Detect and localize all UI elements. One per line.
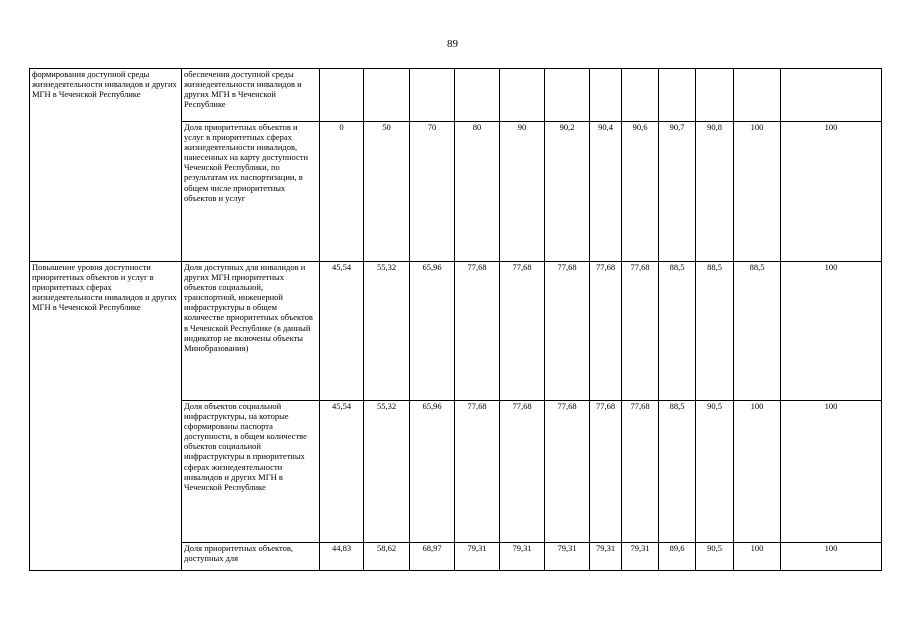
value-cell: 100: [781, 401, 882, 543]
goal-cell: Повышение уровня доступности приоритетных объектов и услуг в приоритетных сферах жизнедеятельности инвалидов и других МГН в Чеченской Республике: [30, 262, 182, 571]
value-cell: 79,31: [622, 543, 659, 571]
value-cell: 45,54: [320, 262, 364, 401]
value-cell: 100: [781, 122, 882, 262]
value-cell: 90,6: [622, 122, 659, 262]
value-cell: 79,31: [545, 543, 590, 571]
value-cell: 79,31: [500, 543, 545, 571]
value-cell: 44,83: [320, 543, 364, 571]
value-cell: 100: [734, 543, 781, 571]
value-cell: 90,2: [545, 122, 590, 262]
indicator-cell: Доля приоритетных объектов, доступных для: [182, 543, 320, 571]
value-cell: 77,68: [590, 262, 622, 401]
indicator-cell: обеспечения доступной среды жизнедеятельности инвалидов и других МГН в Чеченской Республике: [182, 69, 320, 122]
table-body: [30, 69, 882, 571]
value-cell: 58,62: [364, 543, 410, 571]
value-cell: 55,32: [364, 401, 410, 543]
value-cell: 77,68: [590, 401, 622, 543]
value-cell: 77,68: [500, 262, 545, 401]
value-cell: 77,68: [500, 401, 545, 543]
value-cell: 50: [364, 122, 410, 262]
table-row: [30, 262, 882, 401]
value-cell: [696, 69, 734, 122]
value-cell: 100: [734, 401, 781, 543]
value-cell: 100: [734, 122, 781, 262]
value-cell: 45,54: [320, 401, 364, 543]
value-cell: 79,31: [590, 543, 622, 571]
value-cell: 88,5: [659, 401, 696, 543]
value-cell: 77,68: [455, 401, 500, 543]
value-cell: 77,68: [545, 262, 590, 401]
indicators-table: [29, 68, 882, 571]
indicator-cell: Доля приоритетных объектов и услуг в приоритетных сферах жизнедеятельности инвалидов, нанесенных на карту доступности Чеченской Республики, по результатам их паспортизации, в общем числе приоритетных объектов и услуг: [182, 122, 320, 262]
value-cell: 89,6: [659, 543, 696, 571]
value-cell: 90,7: [659, 122, 696, 262]
value-cell: 88,5: [659, 262, 696, 401]
value-cell: 77,68: [545, 401, 590, 543]
value-cell: 68,97: [410, 543, 455, 571]
value-cell: [410, 69, 455, 122]
table-row: [30, 69, 882, 122]
value-cell: 90: [500, 122, 545, 262]
value-cell: [734, 69, 781, 122]
goal-cell: формирования доступной среды жизнедеятельности инвалидов и других МГН в Чеченской Республике: [30, 69, 182, 262]
value-cell: [659, 69, 696, 122]
value-cell: [781, 69, 882, 122]
value-cell: [622, 69, 659, 122]
value-cell: 79,31: [455, 543, 500, 571]
value-cell: 100: [781, 262, 882, 401]
value-cell: 88,5: [696, 262, 734, 401]
value-cell: [545, 69, 590, 122]
value-cell: 0: [320, 122, 364, 262]
value-cell: [320, 69, 364, 122]
value-cell: 77,68: [622, 262, 659, 401]
value-cell: 90,4: [590, 122, 622, 262]
value-cell: 90,8: [696, 122, 734, 262]
indicator-cell: Доля доступных для инвалидов и других МГН приоритетных объектов социальной, транспортной, инженерной инфраструктуры в общем количестве приоритетных объектов в Чеченской Республике (в данный индикатор не включены объекты Минобразования): [182, 262, 320, 401]
value-cell: 90,5: [696, 543, 734, 571]
value-cell: 65,96: [410, 262, 455, 401]
value-cell: 90,5: [696, 401, 734, 543]
value-cell: 80: [455, 122, 500, 262]
value-cell: 70: [410, 122, 455, 262]
value-cell: 100: [781, 543, 882, 571]
value-cell: 65,96: [410, 401, 455, 543]
value-cell: [500, 69, 545, 122]
indicator-cell: Доля объектов социальной инфраструктуры, на которые сформированы паспорта доступности, в общем количестве объектов социальной инфраструктуры в приоритетных сферах жизнедеятельности инвалидов и других МГН в Чеченской Республике: [182, 401, 320, 543]
value-cell: 77,68: [622, 401, 659, 543]
value-cell: 77,68: [455, 262, 500, 401]
page-number: 89: [447, 38, 458, 50]
value-cell: 88,5: [734, 262, 781, 401]
value-cell: [455, 69, 500, 122]
value-cell: [590, 69, 622, 122]
value-cell: 55,32: [364, 262, 410, 401]
value-cell: [364, 69, 410, 122]
